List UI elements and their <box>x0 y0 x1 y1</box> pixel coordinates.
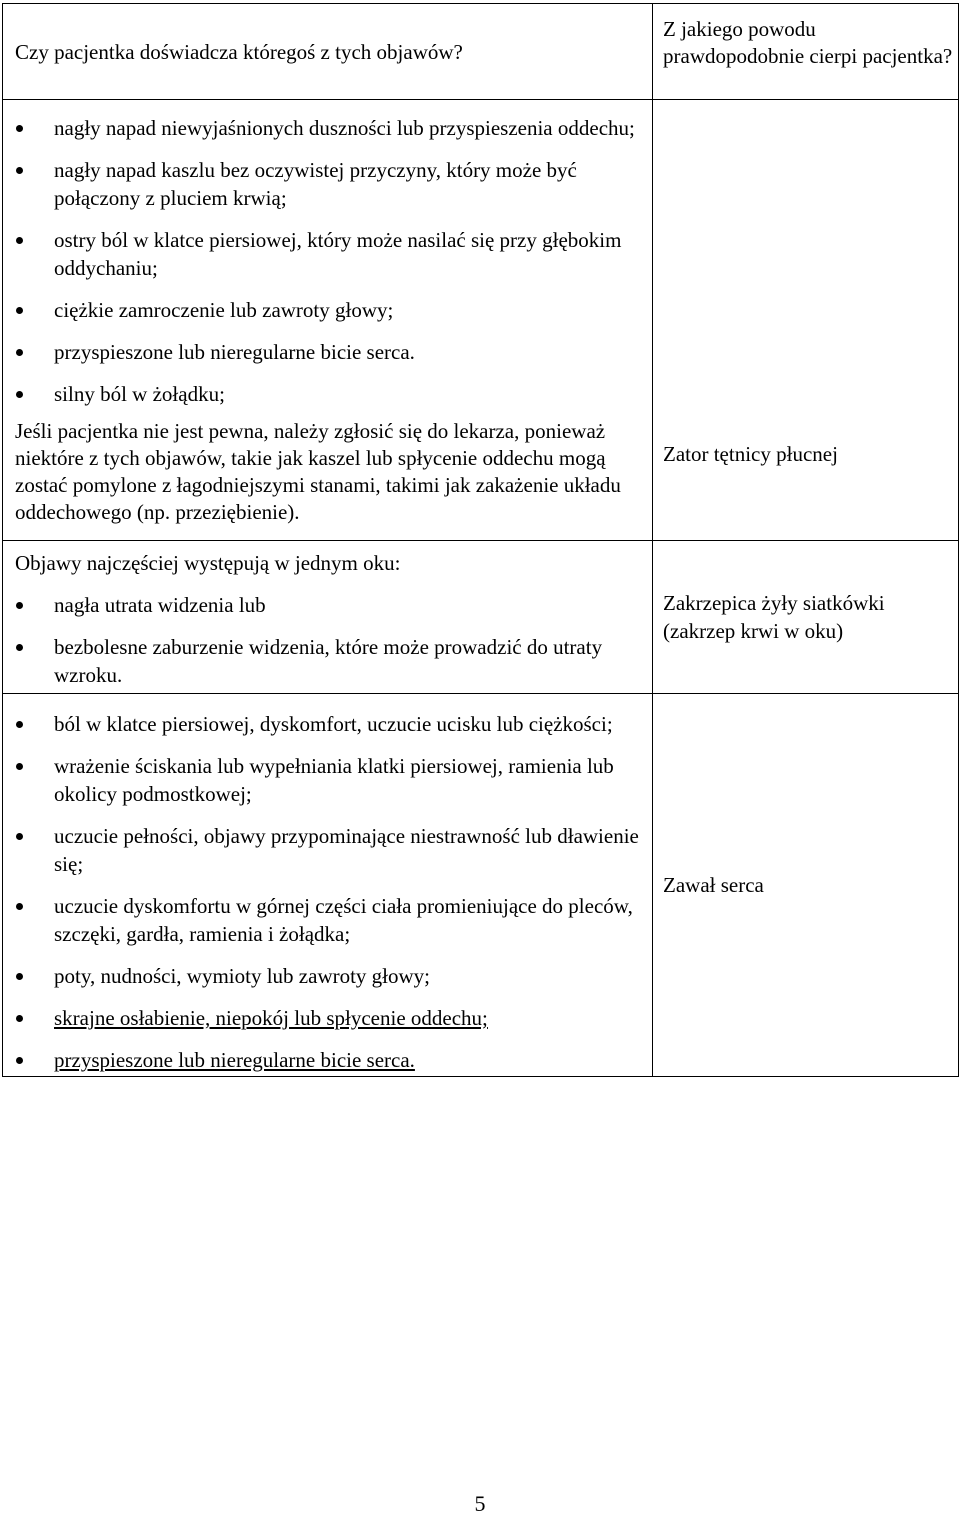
list-item: poty, nudności, wymioty lub zawroty głowy; <box>15 962 642 990</box>
header-diagnosis: Z jakiego powodu prawdopodobnie cierpi pacjentka? <box>653 4 959 100</box>
header-symptoms: Czy pacjentka doświadcza któregoś z tych objawów? <box>3 4 653 100</box>
list-item: nagły napad kaszlu bez oczywistej przyczyny, który może być połączony z pluciem krwią; <box>15 156 642 212</box>
symptom-intro: Objawy najczęściej występują w jednym oku: <box>15 551 401 575</box>
symptoms-cell <box>3 694 653 1077</box>
symptom-list <box>15 710 642 1074</box>
diagnosis-cell: Zator tętnicy płucnej <box>653 100 959 541</box>
underlined-text: skrajne osłabienie, niepokój lub spłycenie oddechu; <box>54 1006 488 1030</box>
diagnosis-cell: Zawał serca <box>653 694 959 1077</box>
table-header-row <box>3 4 959 100</box>
symptom-list <box>15 591 642 689</box>
list-item: nagły napad niewyjaśnionych duszności lub przyspieszenia oddechu; <box>15 114 642 142</box>
list-item <box>15 1046 642 1074</box>
symptoms-table <box>2 3 959 1077</box>
diagnosis-cell: Zakrzepica żyły siatkówki (zakrzep krwi w oku) <box>653 541 959 694</box>
list-item: bezbolesne zaburzenie widzenia, które może prowadzić do utraty wzroku. <box>15 633 642 689</box>
symptoms-cell <box>3 100 653 541</box>
list-item: ostry ból w klatce piersiowej, który może nasilać się przy głębokim oddychaniu; <box>15 226 642 282</box>
list-item: przyspieszone lub nieregularne bicie serca. <box>15 338 642 366</box>
list-item: uczucie pełności, objawy przypominające niestrawność lub dławienie się; <box>15 822 642 878</box>
symptom-list <box>15 114 642 408</box>
consult-note: Jeśli pacjentka nie jest pewna, należy zgłosić się do lekarza, ponieważ niektóre z tych objawów, takie jak kaszel lub spłycenie oddechu mogą zostać pomylone z łagodniejszymi stanami, takimi jak zakażenie układu oddechowego (np. przeziębienie). <box>15 419 621 524</box>
underlined-text: przyspieszone lub nieregularne bicie serca. <box>54 1048 415 1072</box>
list-item <box>15 1004 642 1032</box>
list-item: ból w klatce piersiowej, dyskomfort, uczucie ucisku lub ciężkości; <box>15 710 642 738</box>
list-item: silny ból w żołądku; <box>15 380 642 408</box>
list-item: nagła utrata widzenia lub <box>15 591 642 619</box>
page-number: 5 <box>474 1491 486 1516</box>
table-row <box>3 100 959 541</box>
list-item: ciężkie zamroczenie lub zawroty głowy; <box>15 296 642 324</box>
table-row <box>3 541 959 694</box>
symptoms-cell <box>3 541 653 694</box>
list-item: wrażenie ściskania lub wypełniania klatki piersiowej, ramienia lub okolicy podmostkowej; <box>15 752 642 808</box>
table-row <box>3 694 959 1077</box>
list-item: uczucie dyskomfortu w górnej części ciała promieniujące do pleców, szczęki, gardła, ramienia i żołądka; <box>15 892 642 948</box>
